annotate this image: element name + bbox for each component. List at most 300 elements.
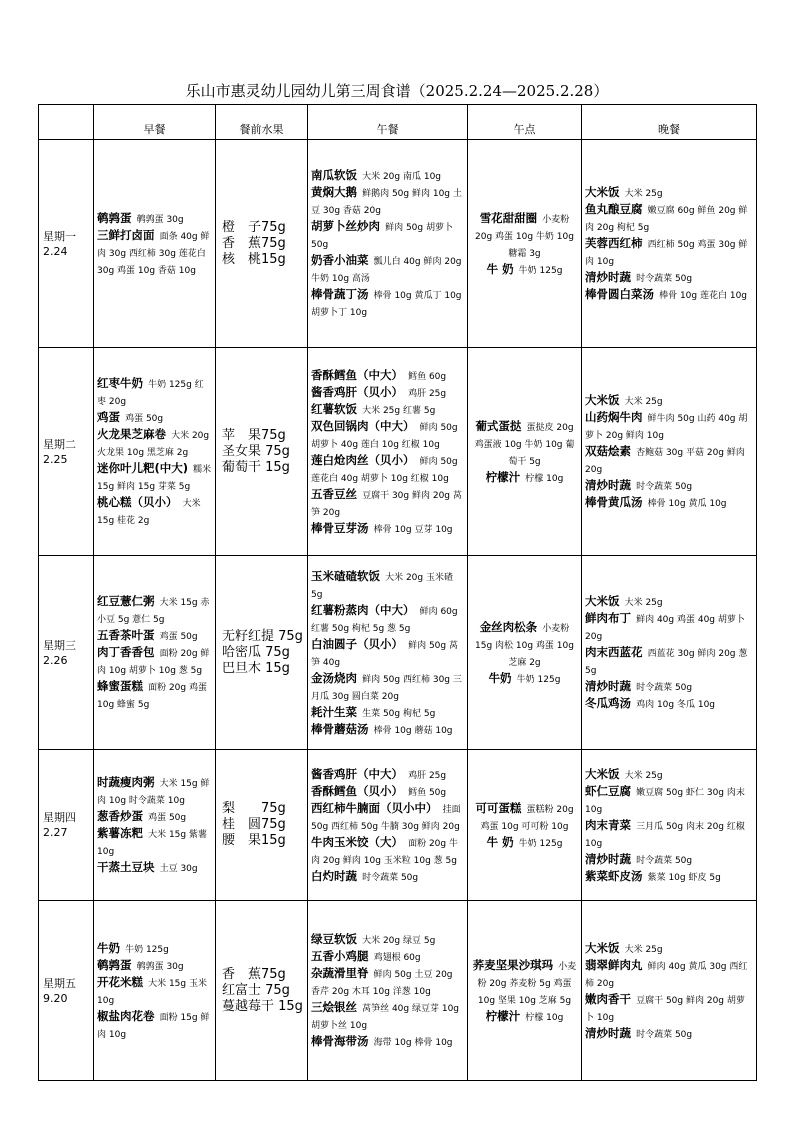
lunch-cell	[308, 348, 468, 556]
dish-name: 鱼丸酿豆腐	[585, 202, 643, 216]
dish-ingredients: 莴笋丝 40g 绿豆芽 10g 胡萝卜丝 10g	[311, 1004, 460, 1031]
dish-item	[585, 610, 753, 644]
fruit-item: 红富士 75g	[222, 982, 290, 998]
dish-ingredients: 海带 10g 棒骨 10g	[373, 1038, 453, 1048]
dish-name: 三鲜打卤面	[97, 227, 155, 242]
breakfast-cell	[94, 348, 216, 556]
dish-name: 大米饭	[585, 594, 620, 608]
dish-name: 南瓜软饭	[311, 168, 357, 182]
dish-name: 冬瓜鸡汤	[585, 696, 631, 710]
dish-name: 酱香鸡肝（贝小）	[311, 384, 403, 399]
dish-item	[585, 443, 753, 477]
dish-ingredients: 糯米 15g 鲜肉 15g 芽菜 5g	[97, 465, 212, 492]
dish-item	[311, 999, 464, 1033]
dish-item	[311, 636, 464, 670]
header-day	[39, 105, 94, 140]
dish-item	[311, 800, 464, 834]
dish-ingredients: 紫菜 10g 虾皮 5g	[647, 872, 721, 883]
day-cell	[39, 140, 94, 348]
dish-ingredients: 鸡蛋 50g	[148, 813, 187, 823]
dish-name: 嫩肉香干	[585, 991, 631, 1006]
dish-ingredients: 豆腐干 50g 鲜肉 20g 胡萝卜 10g	[585, 995, 745, 1023]
dish-ingredients: 鲜肉 50g 胡萝卜 40g 莲白 10g 红椒 10g	[311, 422, 458, 450]
dish-name: 红枣牛奶	[97, 376, 143, 390]
dish-ingredients: 小麦粉 20g 鸡蛋 10g 牛奶 10g 糖霜 3g	[475, 214, 574, 259]
header-lunch: 午餐	[308, 105, 468, 140]
lunch-cell	[308, 750, 468, 901]
dish-name: 柠檬汁	[485, 469, 521, 484]
breakfast-cell	[94, 556, 216, 750]
header-snack: 午点	[468, 105, 582, 140]
dish-item	[585, 783, 753, 817]
dinner-cell	[582, 901, 757, 1081]
fruit-item: 梨 75g	[222, 801, 286, 816]
day-date: 9.20	[43, 991, 68, 1005]
dish-ingredients: 大米 15g 紫薯 10g	[97, 830, 207, 857]
dish-name: 葱香炒蛋	[97, 809, 143, 823]
day-date: 2.25	[43, 452, 68, 466]
dish-name: 荞麦坚果沙琪玛	[472, 957, 554, 972]
dish-ingredients: 面粉 20g 鲜肉 10g 胡萝卜 10g 葱 5g	[97, 649, 210, 676]
dish-ingredients: 鲜肉 50g 莴笋 40g	[311, 640, 458, 668]
lunch-cell	[308, 556, 468, 750]
dish-name: 鹌鹑蛋	[97, 210, 132, 225]
dish-ingredients: 时令蔬菜 50g	[636, 482, 693, 492]
dish-item	[311, 568, 464, 602]
dish-item	[97, 593, 212, 627]
day-row	[39, 750, 757, 901]
dish-ingredients: 鸡肉 10g 冬瓜 10g	[636, 700, 716, 710]
dish-item	[471, 670, 578, 687]
dish-name: 酱香鸡肝（中大）	[311, 766, 403, 781]
dish-item	[97, 426, 212, 460]
dinner-cell	[582, 556, 757, 750]
dish-name: 五香豆丝	[311, 486, 357, 501]
dish-name: 双菇烩素	[585, 444, 631, 458]
dish-item	[585, 201, 753, 235]
dish-item	[311, 367, 464, 384]
dish-ingredients: 大米 25g	[624, 770, 663, 781]
dish-item	[585, 991, 753, 1025]
dish-item	[471, 619, 578, 670]
dish-name: 绿豆软饭	[311, 932, 357, 946]
dish-ingredients: 西红柿 50g 鸡蛋 30g 鲜肉 10g	[585, 240, 748, 267]
dish-name: 西红柿牛腩面（贝小中）	[311, 800, 438, 815]
dish-name: 清炒时蔬	[585, 1025, 631, 1040]
dish-ingredients: 大米 20g 火龙果 10g 黑芝麻 2g	[97, 431, 210, 458]
dish-name: 大米饭	[585, 940, 620, 955]
day-day: 星期五	[43, 976, 76, 990]
dish-ingredients: 瓢儿白 40g 鲜肉 20g 牛奶 10g 高汤	[311, 257, 462, 284]
dish-name: 可可蛋糕	[475, 800, 522, 815]
dish-item	[311, 520, 464, 537]
dish-item	[585, 409, 753, 443]
dish-ingredients: 鲜肉 50g 西红柿 30g 三月瓜 30g 圆白菜 20g	[311, 674, 462, 702]
dish-item	[311, 670, 464, 704]
dish-item	[471, 800, 578, 834]
dish-ingredients: 大米 20g 绿豆 5g	[362, 936, 436, 946]
dish-name: 肉末西蓝花	[585, 645, 643, 659]
dish-ingredients: 蛋糕粉 20g 鸡蛋 10g 可可粉 10g	[480, 804, 574, 832]
day-cell	[39, 901, 94, 1081]
day-row	[39, 901, 757, 1081]
breakfast-cell	[94, 901, 216, 1081]
dish-name: 大米饭	[585, 185, 620, 199]
dish-name: 耗汁生菜	[311, 704, 357, 719]
fruit-item: 无籽红提 75g	[222, 628, 303, 644]
dish-name: 山药焖牛肉	[585, 410, 643, 424]
dish-ingredients: 鹌鹑蛋 30g	[136, 961, 184, 972]
dish-name: 肉丁香香包	[97, 645, 155, 659]
dish-item	[311, 602, 464, 636]
dish-name: 白灼时蔬	[311, 868, 357, 883]
dish-item	[97, 375, 212, 409]
dish-name: 棒骨蘑菇汤	[311, 721, 369, 736]
day-cell	[39, 750, 94, 901]
dish-item	[471, 957, 578, 1008]
dish-ingredients: 大米 25g	[624, 944, 663, 955]
dish-item	[97, 409, 212, 426]
fruit-item: 哈密瓜 75g	[222, 644, 290, 660]
day-date: 2.27	[43, 826, 68, 839]
dish-ingredients: 蛋挞皮 20g 鸡蛋液 10g 牛奶 10g 葡萄干 5g	[474, 422, 575, 467]
dish-name: 黄焖大鹅	[311, 185, 357, 199]
fruit-item: 核 桃15g	[222, 251, 286, 267]
dish-item	[471, 1008, 578, 1025]
dish-item	[311, 965, 464, 999]
fruit-cell	[216, 750, 308, 901]
dish-ingredients: 鸡翅根 60g	[373, 953, 421, 963]
day-day: 星期三	[43, 638, 76, 652]
breakfast-cell	[94, 140, 216, 348]
dish-name: 棒骨蔬丁汤	[311, 287, 369, 301]
dish-ingredients: 棒骨 10g 黄瓜丁 10g 胡萝卜丁 10g	[311, 291, 462, 318]
dish-item	[311, 704, 464, 721]
dish-ingredients: 大米 15g 赤小豆 5g 薏仁 5g	[97, 598, 210, 625]
dish-name: 牛奶	[488, 670, 512, 685]
day-row	[39, 348, 757, 556]
dish-name: 香酥鳕鱼（中大）	[311, 367, 403, 382]
dish-name: 开花米糕	[97, 974, 143, 989]
dish-ingredients: 大米 15g 玉米 10g	[97, 978, 207, 1006]
dish-item	[311, 167, 464, 184]
header-dinner: 晚餐	[582, 105, 757, 140]
dish-item	[585, 644, 753, 678]
dish-ingredients: 西蓝花 30g 鲜肉 20g 葱 5g	[585, 649, 748, 676]
dish-item	[311, 252, 464, 286]
dish-item	[97, 974, 212, 1008]
day-cell	[39, 556, 94, 750]
dish-item	[471, 210, 578, 261]
fruit-item: 巴旦木 15g	[222, 660, 290, 676]
dish-ingredients: 面粉 15g 鲜肉 10g	[97, 1012, 210, 1040]
day-row	[39, 556, 757, 750]
dish-item	[311, 218, 464, 252]
dish-item	[471, 418, 578, 469]
dish-name: 金丝肉松条	[479, 619, 538, 634]
dish-item	[585, 1025, 753, 1042]
dish-item	[585, 957, 753, 991]
dish-ingredients: 柠檬 10g	[525, 473, 564, 484]
dish-ingredients: 柠檬 10g	[525, 1012, 564, 1023]
dish-item	[585, 494, 753, 511]
dish-name: 莲白炝肉丝（贝小）	[311, 452, 415, 467]
dish-name: 时蔬瘦肉粥	[97, 775, 155, 789]
dish-item	[97, 808, 212, 825]
dish-item	[585, 477, 753, 494]
dish-ingredients: 大米 25g	[624, 397, 663, 407]
dish-ingredients: 小麦粉 15g 肉松 10g 鸡蛋 10g 芝麻 2g	[475, 623, 574, 668]
dish-name: 芙蓉西红柿	[585, 236, 643, 250]
dish-item	[585, 593, 753, 610]
dish-name: 椒盐肉花卷	[97, 1008, 155, 1023]
dish-name: 牛肉玉米饺（大）	[311, 834, 403, 849]
fruit-cell	[216, 140, 308, 348]
dish-ingredients: 大米 20g 南瓜 10g	[362, 172, 442, 182]
dish-item	[585, 766, 753, 783]
dish-name: 鸡蛋	[97, 410, 120, 424]
dish-name: 清炒时蔬	[585, 679, 631, 693]
dish-item	[471, 261, 578, 278]
dish-name: 牛 奶	[486, 834, 514, 849]
snack-cell	[468, 348, 582, 556]
dish-name: 迷你叶儿粑(中大)	[97, 461, 189, 475]
dish-ingredients: 棒骨 10g 豆芽 10g	[373, 524, 453, 535]
dish-ingredients: 棒骨 10g 黄瓜 10g	[647, 499, 727, 509]
dish-ingredients: 鸡蛋 50g	[159, 632, 198, 642]
dish-ingredients: 嫩豆腐 50g 虾仁 30g 肉末 10g	[585, 787, 745, 815]
dish-ingredients: 时令蔬菜 50g	[636, 274, 693, 284]
fruit-cell	[216, 556, 308, 750]
dish-name: 香酥鳕鱼（贝小）	[311, 783, 403, 798]
dish-item	[97, 227, 212, 278]
dish-ingredients: 小麦粉 20g 荞麦粉 5g 鸡蛋 10g 坚果 10g 芝麻 5g	[477, 961, 577, 1006]
dish-ingredients: 时令蔬菜 50g	[636, 855, 693, 866]
dinner-cell	[582, 750, 757, 901]
dish-name: 棒骨豆芽汤	[311, 520, 369, 535]
dish-ingredients: 大米 20g 玉米碴 5g	[311, 572, 453, 600]
dish-ingredients: 棒骨 10g 莲花白 10g	[659, 291, 748, 301]
dish-ingredients: 鲜肉 50g 胡萝卜 50g	[311, 223, 453, 250]
dish-name: 大米饭	[585, 393, 620, 407]
dish-name: 翡翠鲜肉丸	[585, 957, 643, 972]
dish-item	[471, 834, 578, 851]
dish-name: 鲜肉布丁	[585, 611, 631, 625]
dish-item	[585, 817, 753, 851]
fruit-item: 橙 子75g	[222, 219, 286, 235]
dish-ingredients: 牛奶 125g 红枣 20g	[97, 380, 204, 407]
dish-name: 虾仁豆腐	[585, 783, 631, 798]
day-cell	[39, 348, 94, 556]
dish-name: 玉米碴碴软饭	[311, 568, 380, 583]
dish-ingredients: 鲜肉 50g 莲花白 40g 胡萝卜 10g 红椒 10g	[311, 456, 458, 484]
dish-item	[97, 940, 212, 957]
dish-name: 蜂蜜蛋糕	[97, 679, 143, 693]
dish-item	[585, 851, 753, 868]
day-day: 星期二	[43, 437, 76, 451]
dish-ingredients: 三月瓜 50g 肉末 20g 红椒 10g	[585, 821, 745, 849]
dish-item	[97, 957, 212, 974]
dish-item	[97, 494, 212, 528]
dish-name: 鹌鹑蛋	[97, 957, 132, 972]
dish-name: 清炒时蔬	[585, 270, 631, 284]
dish-ingredients: 鹌鹑蛋 30g	[136, 214, 184, 225]
dish-name: 紫菜虾皮汤	[585, 868, 643, 883]
dish-name: 葡式蛋挞	[475, 418, 522, 433]
fruit-item: 葡萄干 15g	[222, 459, 290, 475]
breakfast-cell	[94, 750, 216, 901]
dish-name: 红薯粉蒸肉（中大）	[311, 602, 415, 617]
dish-name: 棒骨海带汤	[311, 1034, 369, 1048]
dish-ingredients: 面粉 20g 牛肉 20g 鲜肉 10g 玉米粒 10g 葱 5g	[311, 838, 458, 866]
dish-name: 五香小鸡腿	[311, 949, 369, 963]
day-date: 2.24	[43, 244, 68, 258]
dish-name: 干蒸土豆块	[97, 860, 155, 874]
dish-item	[311, 868, 464, 885]
dish-name: 棒骨圆白菜汤	[585, 287, 654, 301]
dish-ingredients: 豆腐干 30g 鲜肉 20g 莴笋 20g	[311, 490, 462, 518]
snack-cell	[468, 901, 582, 1081]
dish-item	[585, 235, 753, 269]
dish-ingredients: 面粉 20g 鸡蛋 10g 蜂蜜 5g	[97, 683, 207, 710]
dish-ingredients: 大米 25g	[624, 189, 663, 199]
dish-name: 棒骨黄瓜汤	[585, 495, 643, 509]
fruit-cell	[216, 901, 308, 1081]
dish-ingredients: 大米 15g 鲜肉 10g 时令蔬菜 10g	[97, 779, 210, 806]
lunch-cell	[308, 140, 468, 348]
dish-name: 火龙果芝麻卷	[97, 427, 166, 441]
dish-ingredients: 时令蔬菜 50g	[636, 1029, 693, 1040]
dish-item	[97, 644, 212, 678]
dish-item	[311, 418, 464, 452]
dish-ingredients: 时令蔬菜 50g	[636, 683, 693, 693]
dish-ingredients: 大米 25g 红薯 5g	[362, 405, 436, 416]
dish-item	[311, 384, 464, 401]
dish-item	[311, 286, 464, 320]
dish-item	[311, 486, 464, 520]
dish-item	[585, 695, 753, 712]
dish-ingredients: 挂面 50g 西红柿 50g 牛腩 30g 鲜肉 20g	[311, 804, 461, 832]
dish-name: 清炒时蔬	[585, 851, 631, 866]
dish-name: 白油圆子（贝小）	[311, 636, 403, 651]
fruit-item: 苹 果75g	[222, 427, 286, 443]
dish-name: 大米饭	[585, 766, 620, 781]
dish-ingredients: 牛奶 125g	[518, 838, 563, 849]
dish-name: 红薯软饭	[311, 401, 357, 416]
dish-name: 肉末青菜	[585, 817, 631, 832]
dish-ingredients: 嫩豆腐 60g 鲜鱼 20g 鲜肉 20g 枸杞 5g	[585, 206, 748, 233]
dish-ingredients: 土豆 30g	[159, 864, 198, 874]
fruit-item: 蔓越莓干 15g	[222, 998, 303, 1014]
dish-ingredients: 大米 25g	[624, 598, 663, 608]
dish-ingredients: 牛奶 125g	[125, 944, 169, 955]
header-fruit: 餐前水果	[216, 105, 308, 140]
header-row	[39, 105, 757, 140]
dish-item	[471, 469, 578, 486]
header-breakfast: 早餐	[94, 105, 216, 140]
fruit-item: 香 蕉75g	[222, 966, 286, 982]
dish-ingredients: 棒骨 10g 蘑菇 10g	[373, 725, 453, 736]
snack-cell	[468, 140, 582, 348]
dish-item	[585, 868, 753, 885]
dish-name: 金汤烧肉	[311, 670, 357, 685]
dish-item	[97, 825, 212, 859]
dish-item	[311, 184, 464, 218]
dish-name: 柠檬汁	[485, 1008, 521, 1023]
dish-ingredients: 牛奶 125g	[516, 674, 561, 685]
dish-name: 奶香小油菜	[311, 253, 369, 267]
fruit-item: 腰 果15g	[222, 833, 286, 848]
dish-item	[311, 1033, 464, 1050]
dish-ingredients: 鲜肉 60g 红薯 50g 枸杞 5g 葱 5g	[311, 606, 458, 634]
dish-item	[585, 678, 753, 695]
snack-cell	[468, 556, 582, 750]
fruit-item: 圣女果 75g	[222, 443, 290, 459]
day-day: 星期一	[43, 229, 76, 243]
dish-name: 紫薯冻粑	[97, 826, 143, 840]
dish-item	[585, 184, 753, 201]
dish-name: 牛奶	[97, 940, 120, 955]
dish-item	[311, 834, 464, 868]
dinner-cell	[582, 348, 757, 556]
page-title: 乐山市惠灵幼儿园幼儿第三周食谱（2025.2.24—2025.2.28）	[185, 82, 609, 100]
dish-item	[311, 766, 464, 783]
day-day: 星期四	[43, 811, 76, 824]
dish-ingredients: 鲜肉 50g 土豆 20g 香芹 20g 木耳 10g 洋葱 10g	[311, 970, 453, 997]
dish-name: 雪花甜甜圈	[479, 210, 538, 225]
dish-item	[311, 721, 464, 738]
dish-ingredients: 鲜牛肉 50g 山药 40g 胡萝卜 20g 鲜肉 10g	[585, 414, 748, 441]
fruit-item: 香 蕉75g	[222, 235, 286, 251]
menu-table	[38, 104, 757, 1081]
dish-ingredients: 大米 15g 桂花 2g	[97, 499, 201, 526]
dish-item	[585, 392, 753, 409]
dish-item	[311, 401, 464, 418]
dish-ingredients: 生菜 50g 枸杞 5g	[362, 708, 436, 719]
dish-name: 杂蔬滑里脊	[311, 966, 369, 980]
dish-ingredients: 鸡蛋 50g	[125, 414, 164, 424]
dish-item	[97, 859, 212, 876]
dish-ingredients: 杏鲍菇 30g 平菇 20g 鲜肉 20g	[585, 448, 745, 475]
dish-name: 桃心糕（贝小）	[97, 495, 178, 509]
dish-ingredients: 面条 40g 鲜肉 30g 西红柿 30g 莲花白 30g 鸡蛋 10g 香菇 10g	[97, 231, 210, 276]
dish-item	[97, 678, 212, 712]
dinner-cell	[582, 140, 757, 348]
dish-name: 三烩银丝	[311, 1000, 357, 1014]
snack-cell	[468, 750, 582, 901]
dish-item	[97, 460, 212, 494]
day-row	[39, 140, 757, 348]
dish-item	[585, 269, 753, 286]
day-date: 2.26	[43, 653, 68, 667]
dish-ingredients: 鳕鱼 60g	[408, 371, 447, 382]
dish-name: 红豆薏仁粥	[97, 594, 155, 608]
dish-ingredients: 牛奶 125g	[518, 265, 563, 276]
dish-item	[585, 940, 753, 957]
dish-item	[97, 774, 212, 808]
dish-name: 双色回锅肉（中大）	[311, 418, 415, 433]
dish-name: 清炒时蔬	[585, 478, 631, 492]
fruit-cell	[216, 348, 308, 556]
dish-item	[585, 286, 753, 303]
dish-ingredients: 鲜肉 40g 黄瓜 30g 西红柿 20g	[585, 961, 748, 989]
dish-ingredients: 鲜鹅肉 50g 鲜肉 10g 土豆 30g 香菇 20g	[311, 189, 462, 216]
dish-name: 牛 奶	[486, 261, 514, 276]
dish-ingredients: 鳕鱼 50g	[408, 787, 447, 798]
dish-name: 五香茶叶蛋	[97, 628, 155, 642]
dish-ingredients: 鸡肝 25g	[408, 388, 447, 399]
dish-ingredients: 鲜肉 40g 鸡蛋 40g 胡萝卜 20g	[585, 615, 745, 642]
